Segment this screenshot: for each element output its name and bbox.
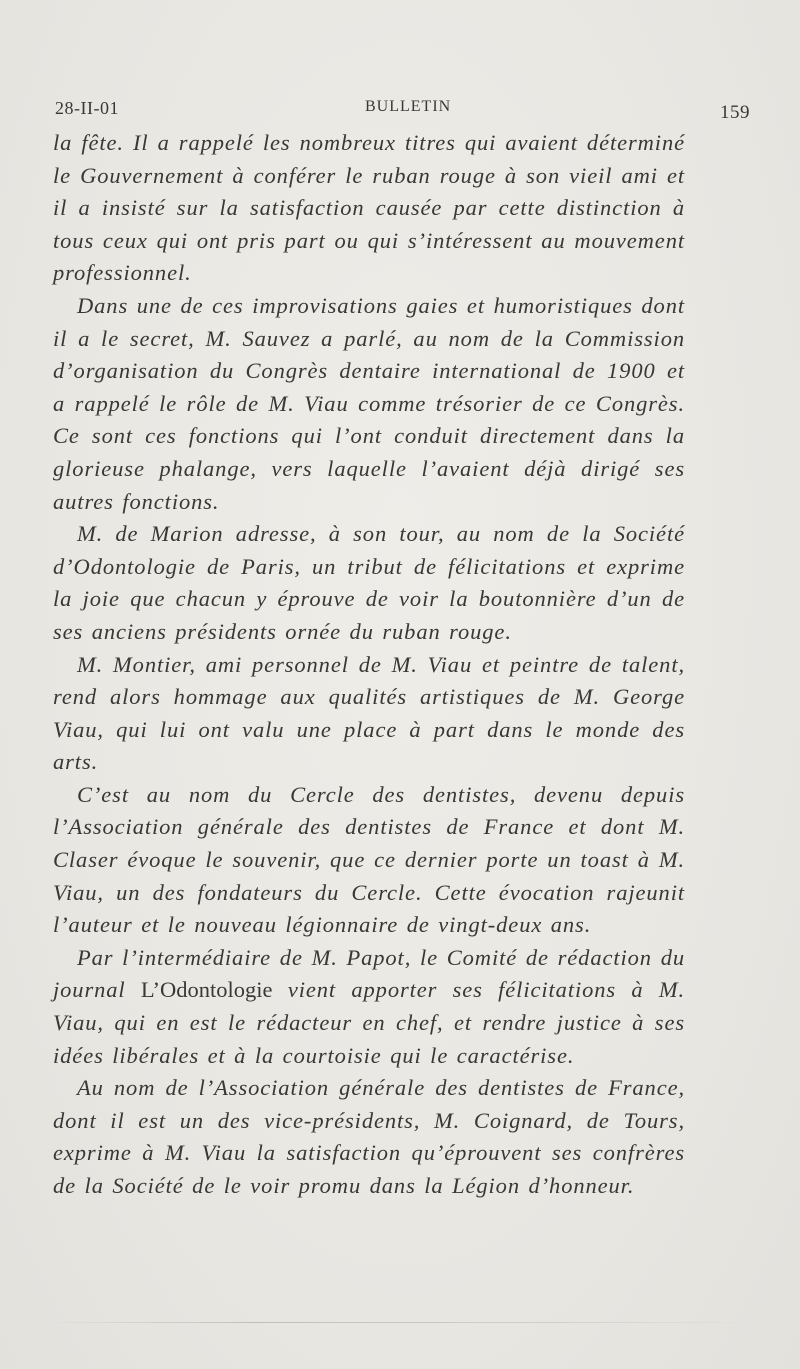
page-header [55,98,750,122]
article-body [53,127,685,1203]
running-title: BULLETIN [365,98,452,115]
header-date: 28-II-01 [55,98,119,118]
paragraph-6-text-end: vient apporter ses félicitations à M. Viau, qui en est le rédacteur en chef, et rendre justice à ses idées libérales et à la courtoisie qui le caractérise. [53,977,686,1068]
paragraph-6 [53,942,685,1072]
paragraph-3: M. de Marion adresse, à son tour, au nom de la Société d’Odontologie de Paris, un tribut de félicitations et exprime la joie que chacun y éprouve de voir la boutonnière d’un de ses anciens présidents ornée du ruban rouge. [53,521,685,644]
paragraph-2: Dans une de ces improvisations gaies et humoristiques dont il a le secret, M. Sauvez a parlé, au nom de la Commission d’organisation du Congrès dentaire international de 1900 et a rappelé le rôle de M. Viau comme trésorier de ce Congrès. Ce sont ces fonctions qui l’ont conduit directement dans la glorieuse phalange, vers laquelle l’avaient déjà dirigé ses autres fonctions. [53,292,685,514]
paragraph-1: la fête. Il a rappelé les nombreux titres qui avaient déterminé le Gouvernement à conférer le ruban rouge à son vieil ami et il a insisté sur la satisfaction causée par cette distinction à tous ceux qui ont pris part ou qui s’intéressent au mouvement professionnel. [53,130,685,286]
page-bottom-rule [40,1322,760,1323]
paragraph-7: Au nom de l’Association générale des dentistes de France, dont il est un des vice-présidents, M. Coignard, de Tours, exprime à M. Viau la satisfaction qu’éprouvent ses confrères de la Société de le voir promu dans la Légion d’honneur. [53,1075,685,1198]
paragraph-5: C’est au nom du Cercle des dentistes, devenu depuis l’Association générale des dentistes de France et dont M. Claser évoque le souvenir, que ce dernier porte un toast à M. Viau, un des fondateurs du Cercle. Cette évocation rajeunit l’auteur et le nouveau légionnaire de vingt-deux ans. [53,781,685,938]
journal-title: L’Odontologie [140,977,273,1003]
paragraph-6-text-start: Par l’intermédiaire de M. Papot, le Comité de rédaction du journal [53,944,685,1003]
page-number: 159 [720,102,750,123]
paragraph-4: M. Montier, ami personnel de M. Viau et peintre de talent, rend alors hommage aux qualités artistiques de M. George Viau, qui lui ont valu une place à part dans le monde des arts. [53,651,685,775]
